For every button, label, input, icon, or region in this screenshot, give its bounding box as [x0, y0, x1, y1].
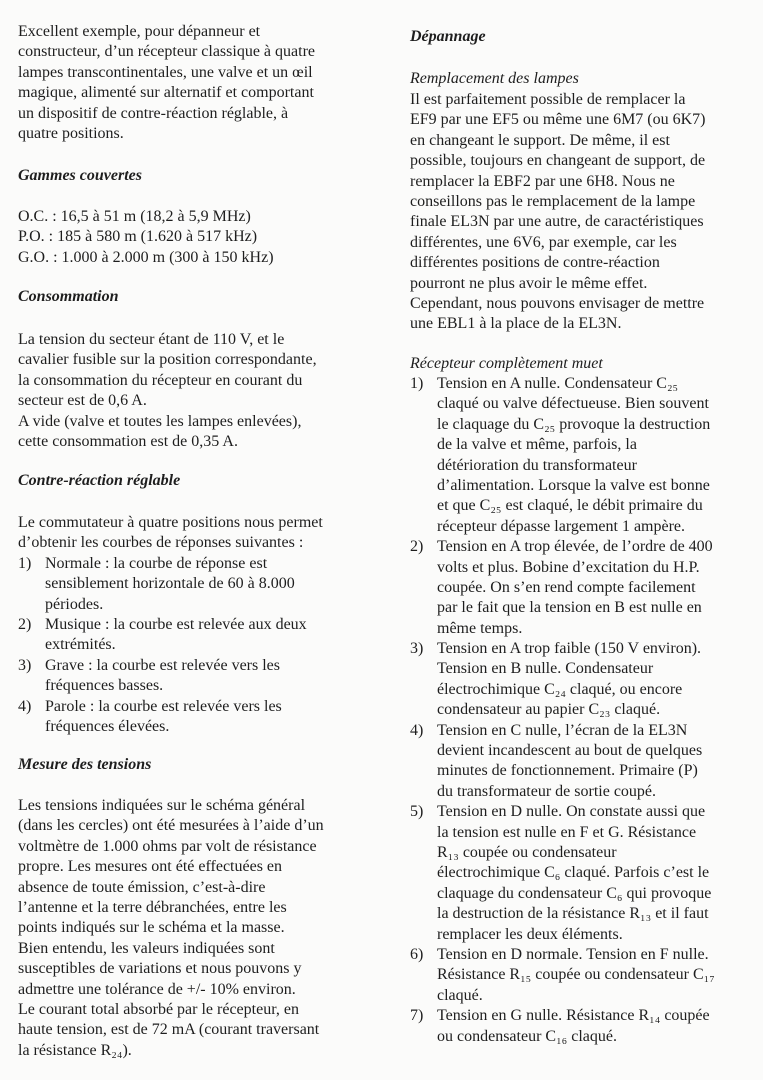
text-line: magique, alimenté sur alternatif et comportant — [18, 84, 314, 102]
text-line: claqué. — [437, 986, 483, 1004]
text-line: Tension en A trop élevée, de l’ordre de 400 — [437, 538, 713, 556]
list-item-text — [437, 537, 715, 639]
list-item — [410, 639, 715, 721]
text-line: Musique : la courbe est relevée aux deux — [45, 615, 307, 633]
subheading-recepteur-muet: Récepteur complètement muet — [410, 355, 603, 372]
text-line: devient incandescent au bout de quelques — [437, 742, 703, 760]
text-line: (dans les cercles) ont été mesurées à l’aide d’un — [18, 817, 324, 835]
text-line: cavalier fusible sur la position correspondante, — [18, 351, 317, 369]
text-line: différentes, une 6V6, par exemple, car les — [410, 233, 677, 251]
contre-reaction-intro — [18, 513, 323, 554]
list-item-text — [437, 721, 715, 803]
list-item-number: 3) — [18, 656, 32, 674]
text-line: l’antenne et la terre débranchées, entre les — [18, 898, 287, 916]
list-item-number: 4) — [410, 721, 424, 739]
text-line: Tension en D nulle. On constate aussi que — [437, 803, 706, 821]
text-line: absence de toute émission, c’est-à-dire — [18, 878, 266, 896]
text-line: récepteur dépasse largement 1 ampère. — [437, 517, 686, 535]
text-line: un dispositif de contre-réaction réglable, à — [18, 104, 289, 122]
text-line: coupée. On s’en rend compte facilement — [437, 578, 696, 596]
text-line: admettre une tolérance de +/- 10% environ. — [18, 980, 296, 998]
list-item-text — [45, 697, 323, 738]
text-line: d’alimentation. Lorsque la valve est bonne — [437, 476, 710, 494]
list-item — [410, 1006, 715, 1047]
list-item-number: 3) — [410, 640, 424, 658]
text-line: Tension en C nulle, l’écran de la EL3N — [437, 721, 688, 739]
text-line: de la valve et même, parfois, la — [437, 436, 637, 454]
subheading-remplacement: Remplacement des lampes — [410, 70, 579, 87]
list-item-text — [437, 802, 715, 945]
text-line: électrochimique C₆ claqué. Parfois c’est le — [437, 864, 710, 882]
contre-reaction-list — [18, 554, 323, 738]
heading-gammes-couvertes: Gammes couvertes — [18, 167, 142, 184]
list-item-number: 6) — [410, 945, 424, 963]
text-line: Il est parfaitement possible de remplacer la — [410, 91, 686, 108]
list-item-number: 2) — [18, 615, 32, 633]
text-line: quatre positions. — [18, 124, 124, 142]
text-line: sensiblement horizontale de 60 à 8.000 — [45, 575, 295, 593]
text-line: fréquences basses. — [45, 677, 164, 695]
text-line: volts et plus. Bobine d’excitation du H.P. — [437, 558, 700, 576]
text-line: Cependant, nous pouvons envisager de mettre — [410, 294, 705, 312]
text-line: une EBL1 à la place de la EL3N. — [410, 315, 622, 333]
text-line: Tension en G nulle. Résistance R₁₄ coupée — [437, 1007, 710, 1025]
list-item-number: 5) — [410, 803, 424, 821]
text-line: Le courant total absorbé par le récepteur, en — [18, 1000, 299, 1018]
list-item-number: 2) — [410, 538, 424, 556]
list-item — [410, 374, 715, 537]
text-line: Bien entendu, les valeurs indiquées sont — [18, 939, 275, 957]
text-line: claquage du condensateur C₆ qui provoque — [437, 884, 712, 902]
list-item-text — [437, 1006, 715, 1047]
text-line: condensateur au papier C₂₃ claqué. — [437, 701, 661, 719]
list-item-text — [45, 656, 323, 697]
text-line: conseillons pas le remplacement de la lampe — [410, 192, 696, 210]
text-line: Tension en A nulle. Condensateur C₂₅ — [437, 375, 679, 392]
text-line: P.O. : 185 à 580 m (1.620 à 517 kHz) — [18, 228, 258, 246]
text-line: haute tension, est de 72 mA (courant traversant — [18, 1021, 320, 1039]
text-line: la consommation du récepteur en courant du — [18, 371, 303, 389]
text-line: Parole : la courbe est relevée vers les — [45, 697, 282, 715]
list-item — [18, 656, 323, 697]
list-item-number: 1) — [410, 375, 424, 392]
text-line: Tension en A trop faible (150 V environ). — [437, 640, 702, 658]
text-line: Les tensions indiquées sur le schéma général — [18, 797, 306, 814]
text-line: voltmètre de 1.000 ohms par volt de résistance — [18, 837, 317, 855]
text-line: EF9 par une EF5 ou même une 6M7 (ou 6K7) — [410, 111, 706, 129]
text-line: la tension est nulle en F et G. Résistance — [437, 823, 697, 841]
text-line: R₁₃ coupée ou condensateur — [437, 843, 617, 861]
text-line: Le commutateur à quatre positions nous permet — [18, 514, 323, 531]
list-item-text — [437, 374, 715, 537]
text-line: le claquage du C₂₅ provoque la destruction — [437, 415, 711, 433]
gammes-list — [18, 207, 274, 268]
heading-mesure-tensions: Mesure des tensions — [18, 756, 152, 773]
text-line: cette consommation est de 0,35 A. — [18, 432, 238, 450]
text-line: points indiqués sur le schéma et la masse. — [18, 919, 285, 937]
text-line: et que C₂₅ est claqué, le débit primaire du — [437, 497, 703, 515]
text-line: A vide (valve et toutes les lampes enlevées), — [18, 412, 302, 430]
text-line: même temps. — [437, 619, 523, 637]
list-item-text — [45, 615, 323, 656]
intro-paragraph — [18, 22, 315, 144]
text-line: lampes transcontinentales, une valve et un œil — [18, 63, 313, 81]
list-item — [18, 554, 323, 615]
list-item — [410, 537, 715, 639]
text-line: claqué ou valve défectueuse. Bien souvent — [437, 395, 709, 413]
text-line: O.C. : 16,5 à 51 m (18,2 à 5,9 MHz) — [18, 208, 251, 225]
consommation-paragraph — [18, 330, 317, 452]
text-line: Résistance R₁₅ coupée ou condensateur C₁₇ — [437, 966, 715, 984]
list-item — [410, 721, 715, 803]
text-line: remplacer la EBF2 par une 6H8. Nous ne — [410, 172, 675, 190]
text-line: différentes positions de contre-réaction — [410, 254, 660, 272]
text-line: possible, toujours en changeant de support, de — [410, 152, 706, 170]
text-line: détérioration du transformateur — [437, 456, 637, 474]
text-line: d’obtenir les courbes de réponses suivantes : — [18, 534, 304, 552]
mesure-paragraph — [18, 796, 324, 1061]
list-item — [18, 615, 323, 656]
text-line: minutes de fonctionnement. Primaire (P) — [437, 762, 698, 780]
list-item — [410, 945, 715, 1006]
remplacement-paragraph — [410, 90, 706, 335]
text-line: pourront ne plus avoir le même effet. — [410, 274, 648, 292]
list-item-number: 7) — [410, 1007, 424, 1025]
text-line: Excellent exemple, pour dépanneur et — [18, 23, 261, 40]
contre-reaction-section — [18, 513, 323, 737]
text-line: Normale : la courbe de réponse est — [45, 554, 268, 572]
text-line: extrémités. — [45, 636, 116, 654]
text-line: fréquences élevées. — [45, 717, 170, 735]
text-line: du transformateur de sortie coupé. — [437, 782, 657, 800]
text-line: la destruction de la résistance R₁₃ et il faut — [437, 905, 709, 923]
list-item — [18, 697, 323, 738]
text-line: ou condensateur C₁₆ claqué. — [437, 1027, 617, 1045]
text-line: La tension du secteur étant de 110 V, et le — [18, 331, 285, 348]
text-line: susceptibles de variations et nous pouvons y — [18, 960, 302, 978]
heading-depannage: Dépannage — [410, 28, 486, 45]
text-line: Tension en D normale. Tension en F nulle. — [437, 945, 709, 963]
text-line: remplacer les deux éléments. — [437, 925, 623, 943]
text-line: en changeant le support. De même, il est — [410, 131, 670, 149]
text-line: G.O. : 1.000 à 2.000 m (300 à 150 kHz) — [18, 248, 274, 266]
text-line: finale EL3N par une autre, de caractéristiques — [410, 213, 704, 231]
text-line: périodes. — [45, 595, 104, 613]
text-line: constructeur, d’un récepteur classique à quatre — [18, 43, 315, 61]
list-item — [410, 802, 715, 945]
list-item-text — [437, 639, 715, 721]
text-line: la résistance R₂₄). — [18, 1041, 132, 1059]
text-line: secteur est de 0,6 A. — [18, 392, 147, 410]
heading-contre-reaction: Contre-réaction réglable — [18, 472, 181, 489]
list-item-text — [437, 945, 715, 1006]
list-item-text — [45, 554, 323, 615]
recepteur-muet-list — [410, 374, 715, 1047]
text-line: Tension en B nulle. Condensateur — [437, 660, 654, 678]
text-line: Grave : la courbe est relevée vers les — [45, 656, 280, 674]
list-item-number: 1) — [18, 554, 32, 572]
text-line: propre. Les mesures ont été effectuées en — [18, 858, 283, 876]
heading-consommation: Consommation — [18, 288, 119, 305]
text-line: électrochimique C₂₄ claqué, ou encore — [437, 680, 683, 698]
text-line: par le fait que la tension en B est nulle en — [437, 599, 702, 617]
list-item-number: 4) — [18, 697, 32, 715]
